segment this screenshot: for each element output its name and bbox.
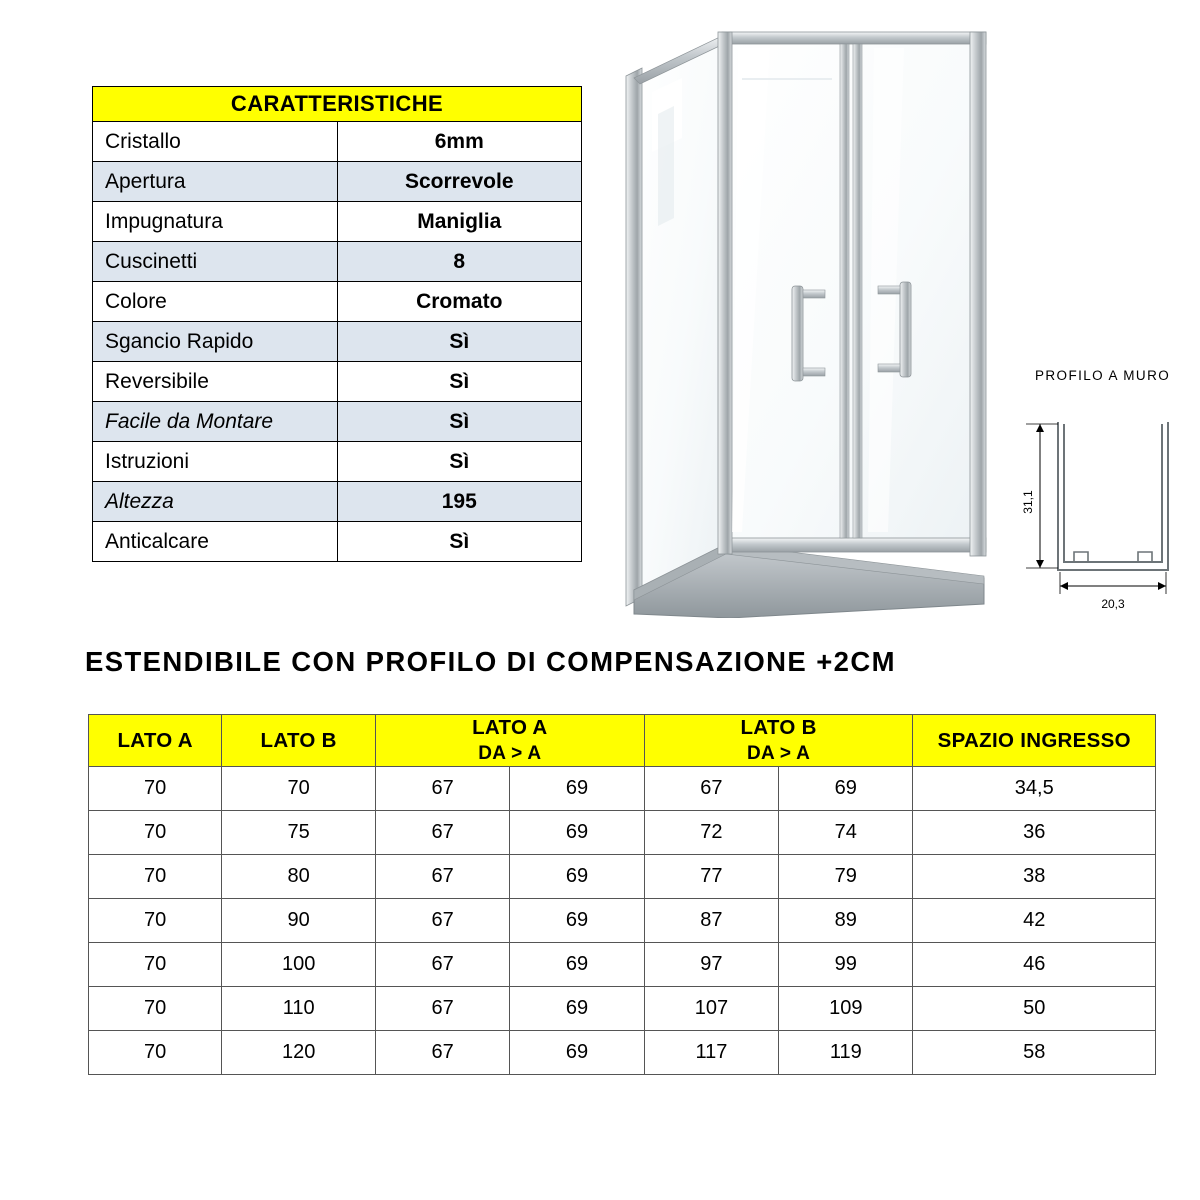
feature-label: Cuscinetti: [93, 242, 338, 282]
cell-lato-b-from: 67: [644, 767, 778, 811]
table-row: [93, 282, 582, 322]
cell-spazio-ingresso: 42: [913, 899, 1156, 943]
cell-lato-b: 110: [222, 987, 376, 1031]
cell-lato-a-to: 69: [510, 855, 644, 899]
wall-profile-section: [1058, 422, 1168, 570]
feature-value: 8: [337, 242, 582, 282]
table-row: [89, 767, 1156, 811]
front-sliding-doors: [718, 32, 986, 556]
cell-spazio-ingresso: 36: [913, 811, 1156, 855]
feature-label: Sgancio Rapido: [93, 322, 338, 362]
cell-lato-b: 120: [222, 1031, 376, 1075]
cell-lato-a: 70: [89, 1031, 222, 1075]
cell-lato-a: 70: [89, 855, 222, 899]
table-row: [93, 162, 582, 202]
cell-lato-a-to: 69: [510, 899, 644, 943]
feature-label: Impugnatura: [93, 202, 338, 242]
cell-spazio-ingresso: 34,5: [913, 767, 1156, 811]
feature-value: Sì: [337, 442, 582, 482]
column-header-lato-a: LATO A: [89, 715, 222, 767]
table-row: [93, 242, 582, 282]
column-header-lato-a-range-sub: DA > A: [478, 743, 542, 764]
cell-lato-b-to: 109: [779, 987, 913, 1031]
table-row: [89, 987, 1156, 1031]
table-row: [93, 482, 582, 522]
cell-lato-b-from: 107: [644, 987, 778, 1031]
cell-lato-b-from: 77: [644, 855, 778, 899]
column-header-lato-b-range-main: LATO B: [740, 716, 817, 739]
cell-spazio-ingresso: 50: [913, 987, 1156, 1031]
table-row: [93, 322, 582, 362]
cell-lato-a-to: 69: [510, 943, 644, 987]
cell-lato-a: 70: [89, 767, 222, 811]
cell-lato-a: 70: [89, 811, 222, 855]
feature-label: Facile da Montare: [93, 402, 338, 442]
cell-lato-b: 80: [222, 855, 376, 899]
table-row: [93, 402, 582, 442]
wall-profile-height-label: 31,1: [1021, 490, 1035, 514]
cell-lato-b-to: 79: [779, 855, 913, 899]
feature-label: Apertura: [93, 162, 338, 202]
features-table: [92, 86, 582, 562]
cell-spazio-ingresso: 58: [913, 1031, 1156, 1075]
feature-value: 195: [337, 482, 582, 522]
cell-lato-b-to: 99: [779, 943, 913, 987]
cell-lato-a-to: 69: [510, 767, 644, 811]
feature-label: Reversibile: [93, 362, 338, 402]
cell-lato-b: 100: [222, 943, 376, 987]
column-header-spazio-ingresso: SPAZIO INGRESSO: [913, 715, 1156, 767]
sizes-table: [88, 714, 1156, 1075]
cell-lato-a-to: 69: [510, 811, 644, 855]
cell-lato-a: 70: [89, 943, 222, 987]
cell-lato-a-to: 69: [510, 987, 644, 1031]
cell-spazio-ingresso: 46: [913, 943, 1156, 987]
table-row: [93, 442, 582, 482]
table-row: [93, 202, 582, 242]
column-header-lato-a-range: [375, 715, 644, 767]
cell-lato-a: 70: [89, 899, 222, 943]
shower-enclosure-illustration: [612, 18, 1012, 618]
features-table-body: [93, 87, 582, 562]
feature-value: 6mm: [337, 122, 582, 162]
feature-label: Anticalcare: [93, 522, 338, 562]
cell-lato-b-from: 97: [644, 943, 778, 987]
feature-value: Sì: [337, 522, 582, 562]
cell-lato-b-to: 89: [779, 899, 913, 943]
feature-value: Sì: [337, 402, 582, 442]
left-side-panel: [626, 34, 732, 606]
table-row: [89, 1031, 1156, 1075]
feature-label: Colore: [93, 282, 338, 322]
table-row: [89, 855, 1156, 899]
column-header-lato-b: LATO B: [222, 715, 376, 767]
wall-profile-title: PROFILO A MURO: [1035, 368, 1171, 383]
column-header-lato-a-range-main: LATO A: [472, 716, 548, 739]
cell-lato-a-from: 67: [375, 943, 509, 987]
table-row: [89, 943, 1156, 987]
width-dimension: [1060, 572, 1166, 594]
sizes-table-body: [89, 767, 1156, 1075]
feature-label: Cristallo: [93, 122, 338, 162]
cell-lato-a: 70: [89, 987, 222, 1031]
cell-lato-b: 90: [222, 899, 376, 943]
feature-value: Sì: [337, 362, 582, 402]
table-row: [89, 899, 1156, 943]
features-table-header: CARATTERISTICHE: [93, 87, 582, 122]
cell-spazio-ingresso: 38: [913, 855, 1156, 899]
feature-value: Maniglia: [337, 202, 582, 242]
column-header-lato-b-range: [644, 715, 913, 767]
cell-lato-b-to: 69: [779, 767, 913, 811]
cell-lato-a-from: 67: [375, 1031, 509, 1075]
cell-lato-b-from: 87: [644, 899, 778, 943]
table-row: [93, 522, 582, 562]
table-row: [93, 362, 582, 402]
feature-label: Istruzioni: [93, 442, 338, 482]
feature-value: Cromato: [337, 282, 582, 322]
wall-profile-width-label: 20,3: [1101, 597, 1125, 611]
sizes-table-header-row: [89, 715, 1156, 767]
features-table-header-row: [93, 87, 582, 122]
column-header-lato-b-range-sub: DA > A: [746, 743, 811, 764]
table-row: [89, 811, 1156, 855]
table-row: [93, 122, 582, 162]
wall-profile-drawing: [1018, 362, 1198, 612]
cell-lato-a-to: 69: [510, 1031, 644, 1075]
feature-label: Altezza: [93, 482, 338, 522]
cell-lato-a-from: 67: [375, 899, 509, 943]
sizes-table-head: [89, 715, 1156, 767]
cell-lato-a-from: 67: [375, 987, 509, 1031]
cell-lato-a-from: 67: [375, 811, 509, 855]
feature-value: Sì: [337, 322, 582, 362]
cell-lato-b-to: 119: [779, 1031, 913, 1075]
cell-lato-a-from: 67: [375, 855, 509, 899]
cell-lato-b: 75: [222, 811, 376, 855]
cell-lato-b-from: 72: [644, 811, 778, 855]
cell-lato-b-from: 117: [644, 1031, 778, 1075]
cell-lato-b: 70: [222, 767, 376, 811]
cell-lato-b-to: 74: [779, 811, 913, 855]
page-title: ESTENDIBILE CON PROFILO DI COMPENSAZIONE +2CM: [85, 646, 896, 677]
cell-lato-a-from: 67: [375, 767, 509, 811]
feature-value: Scorrevole: [337, 162, 582, 202]
